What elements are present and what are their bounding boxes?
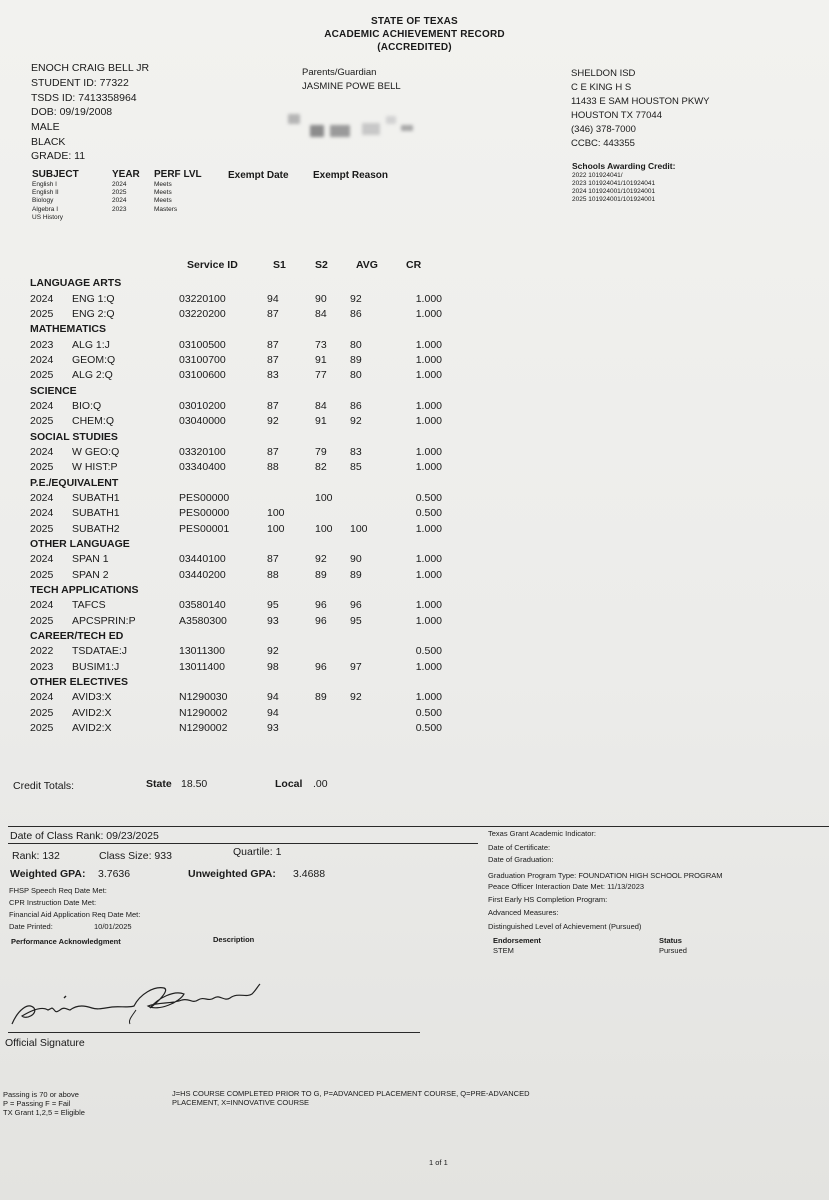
subject-section-title: OTHER LANGUAGE <box>30 538 130 551</box>
test-year <box>112 214 154 222</box>
subject-section-row <box>22 629 442 644</box>
class-rank: Rank: 132 <box>12 850 60 862</box>
course-year: 2024 <box>30 399 54 412</box>
schools-awarding-label: Schools Awarding Credit: <box>572 161 676 171</box>
test-subject: US History <box>32 213 64 221</box>
cpr-date: CPR Instruction Date Met: <box>9 898 97 907</box>
test-year: 2024 <box>112 197 127 205</box>
peace-officer-date: Peace Officer Interaction Date Met: 11/13/2023 <box>488 882 645 891</box>
average-grade <box>350 644 406 659</box>
semester-2-grade: 84 <box>315 399 327 412</box>
semester-1-grade: 88 <box>267 568 279 581</box>
course-year: 2024 <box>30 553 54 566</box>
course-year: 2024 <box>30 353 54 366</box>
redacted-block <box>288 114 300 124</box>
average-grade <box>350 706 406 721</box>
credit-value: 1.000 <box>415 353 442 366</box>
grade-level: GRADE: 11 <box>31 150 86 162</box>
redacted-block <box>362 123 380 135</box>
subject-section-title: SOCIAL STUDIES <box>30 430 118 443</box>
course-row <box>22 598 442 613</box>
awarding-line: 2025 101924001/101924001 <box>572 196 656 203</box>
weighted-gpa-label: Weighted GPA: <box>10 868 86 880</box>
local-credit-label: Local <box>275 778 303 790</box>
semester-2-grade <box>315 506 350 521</box>
subject-section-row <box>22 675 442 690</box>
subject-section-title: TECH APPLICATIONS <box>30 584 139 597</box>
service-id-header: Service ID <box>187 259 238 271</box>
test-subject-header: SUBJECT <box>32 169 79 180</box>
state-credit-label: State <box>146 778 172 790</box>
dob: DOB: 09/19/2008 <box>31 106 113 118</box>
credit-value: 0.500 <box>415 645 442 658</box>
credit-value: 1.000 <box>415 399 442 412</box>
semester-1-grade <box>267 491 315 506</box>
average-grade: 85 <box>350 461 362 474</box>
course-row <box>22 522 442 537</box>
grades-header-row <box>22 258 442 276</box>
awarding-line: 2022 101924041/ <box>572 172 623 179</box>
credit-value: 1.000 <box>415 660 442 673</box>
course-name: BIO:Q <box>72 399 102 412</box>
redacted-block <box>401 125 413 131</box>
s1-header: S1 <box>273 259 286 271</box>
school-ccbc: CCBC: 443355 <box>571 138 635 149</box>
class-rank-date: Date of Class Rank: 09/23/2025 <box>10 830 159 842</box>
average-grade: 80 <box>350 338 362 351</box>
school-phone: (346) 378-7000 <box>571 124 636 135</box>
credit-value: 1.000 <box>415 445 442 458</box>
credit-value: 1.000 <box>415 691 442 704</box>
course-year: 2025 <box>30 307 54 320</box>
semester-1-grade: 94 <box>267 706 279 719</box>
date-printed-label: Date Printed: <box>9 922 53 931</box>
service-id: 03440100 <box>179 553 226 566</box>
course-row <box>22 307 442 322</box>
school-district: SHELDON ISD <box>571 68 636 79</box>
course-year: 2023 <box>30 660 54 673</box>
awarding-line: 2023 101924041/101924041 <box>572 180 656 187</box>
course-row <box>22 506 442 521</box>
course-row <box>22 614 442 629</box>
course-year: 2025 <box>30 706 54 719</box>
semester-2-grade: 91 <box>315 415 327 428</box>
unweighted-gpa-value: 3.4688 <box>293 868 326 880</box>
subject-section-row <box>22 475 442 490</box>
semester-2-grade: 91 <box>315 353 327 366</box>
test-perf: Meets <box>154 181 172 189</box>
subject-section-title: CAREER/TECH ED <box>30 630 124 643</box>
average-grade: 97 <box>350 660 362 673</box>
course-name: TAFCS <box>72 599 106 612</box>
school-street: 11433 E SAM HOUSTON PKWY <box>571 96 710 107</box>
subject-section-row <box>22 429 442 444</box>
service-id: 03100600 <box>179 369 226 382</box>
subject-section-title: SCIENCE <box>30 384 77 397</box>
graduation-date: Date of Graduation: <box>488 855 554 864</box>
course-name: GEOM:Q <box>72 353 116 366</box>
avg-header: AVG <box>356 259 378 271</box>
credit-value: 1.000 <box>415 614 442 627</box>
section-divider <box>8 826 829 827</box>
guardian-label: Parents/Guardian <box>302 67 377 78</box>
sex: MALE <box>31 121 60 133</box>
test-subject: Biology <box>32 197 54 205</box>
course-name: W GEO:Q <box>72 445 120 458</box>
semester-1-grade: 95 <box>267 599 279 612</box>
semester-2-grade: 96 <box>315 599 327 612</box>
semester-2-grade <box>315 644 350 659</box>
course-row <box>22 690 442 705</box>
service-id: 03340400 <box>179 461 226 474</box>
cr-header: CR <box>406 259 422 271</box>
subject-section-title: MATHEMATICS <box>30 323 107 336</box>
subject-section-row <box>22 583 442 598</box>
class-size: Class Size: 933 <box>99 850 172 862</box>
average-grade: 90 <box>350 553 362 566</box>
course-row <box>22 568 442 583</box>
semester-1-grade: 98 <box>267 660 279 673</box>
credit-value: 1.000 <box>415 338 442 351</box>
semester-1-grade: 92 <box>267 415 279 428</box>
course-name: CHEM:Q <box>72 415 114 428</box>
course-year: 2023 <box>30 338 54 351</box>
course-year: 2024 <box>30 599 54 612</box>
subject-section-title: OTHER ELECTIVES <box>30 676 129 689</box>
subject-section-row <box>22 537 442 552</box>
quartile: Quartile: 1 <box>233 846 282 858</box>
course-year: 2024 <box>30 691 54 704</box>
test-perf: Meets <box>154 197 172 205</box>
course-row <box>22 660 442 675</box>
average-grade: 92 <box>350 415 362 428</box>
test-perf: Meets <box>154 189 172 197</box>
test-row <box>32 214 177 222</box>
early-hs-completion: First Early HS Completion Program: <box>488 895 608 904</box>
course-name: AVID3:X <box>72 691 112 704</box>
service-id: N1290002 <box>179 722 228 735</box>
semester-2-grade: 100 <box>315 522 333 535</box>
course-name: SUBATH1 <box>72 507 120 520</box>
awarding-line: 2024 101924001/101924001 <box>572 188 656 195</box>
course-name: W HIST:P <box>72 461 118 474</box>
course-name: TSDATAE:J <box>72 645 128 658</box>
semester-1-grade: 94 <box>267 292 279 305</box>
student-name: ENOCH CRAIG BELL JR <box>31 62 150 74</box>
course-year: 2024 <box>30 292 54 305</box>
credit-value: 0.500 <box>415 491 442 504</box>
graduation-program: Graduation Program Type: FOUNDATION HIGH SCHOOL PROGRAM <box>488 871 723 880</box>
grades-table <box>22 258 442 736</box>
semester-1-grade: 93 <box>267 614 279 627</box>
course-name: ALG 2:Q <box>72 369 113 382</box>
fhsp-date: FHSP Speech Req Date Met: <box>9 886 107 895</box>
service-id: N1290030 <box>179 691 228 704</box>
tx-grant-indicator: Texas Grant Academic Indicator: <box>488 829 596 838</box>
course-row <box>22 721 442 736</box>
course-row <box>22 291 442 306</box>
state-heading: STATE OF TEXAS <box>371 16 458 27</box>
average-grade: 96 <box>350 599 362 612</box>
semester-2-grade: 96 <box>315 660 327 673</box>
endorsement-value: STEM <box>493 946 514 955</box>
weighted-gpa-value: 3.7636 <box>98 868 131 880</box>
section-divider <box>8 843 478 844</box>
course-row <box>22 552 442 567</box>
semester-1-grade: 87 <box>267 553 279 566</box>
semester-1-grade: 87 <box>267 399 279 412</box>
credit-value: 1.000 <box>415 307 442 320</box>
credit-value: 0.500 <box>415 706 442 719</box>
average-grade: 100 <box>350 522 368 535</box>
test-year-header: YEAR <box>112 169 140 180</box>
certificate-date: Date of Certificate: <box>488 843 551 852</box>
test-row <box>32 197 177 205</box>
average-grade <box>350 491 406 506</box>
semester-1-grade: 83 <box>267 369 279 382</box>
test-results-table <box>32 181 177 222</box>
test-exempt-date-header: Exempt Date <box>228 170 289 181</box>
semester-2-grade: 100 <box>315 491 333 504</box>
average-grade: 83 <box>350 445 362 458</box>
legend-course-codes: J=HS COURSE COMPLETED PRIOR TO G, P=ADVANCED PLACEMENT COURSE, Q=PRE-ADVANCED <box>172 1089 530 1098</box>
credit-value: 1.000 <box>415 553 442 566</box>
endorsement-label: Endorsement <box>493 936 541 945</box>
average-grade: 86 <box>350 307 362 320</box>
average-grade <box>350 721 406 736</box>
legend-pass-fail: P = Passing F = Fail <box>3 1099 71 1108</box>
course-row <box>22 644 442 659</box>
test-year: 2025 <box>112 189 127 197</box>
service-id: 03040000 <box>179 415 226 428</box>
average-grade <box>350 506 406 521</box>
school-name: C E KING H S <box>571 82 632 93</box>
redacted-block <box>386 116 396 124</box>
course-year: 2025 <box>30 568 54 581</box>
service-id: N1290002 <box>179 706 228 719</box>
average-grade: 89 <box>350 568 362 581</box>
course-year: 2025 <box>30 369 54 382</box>
course-row <box>22 399 442 414</box>
status-label: Status <box>659 936 682 945</box>
course-name: APCSPRIN:P <box>72 614 136 627</box>
legend-passing: Passing is 70 or above <box>3 1090 79 1099</box>
course-name: ENG 1:Q <box>72 292 115 305</box>
average-grade: 86 <box>350 399 362 412</box>
official-signature-label: Official Signature <box>5 1037 85 1049</box>
test-row <box>32 189 177 197</box>
test-perf-header: PERF LVL <box>154 169 202 180</box>
course-row <box>22 706 442 721</box>
semester-1-grade: 93 <box>267 722 279 735</box>
test-subject: Algebra I <box>32 205 59 213</box>
semester-2-grade: 90 <box>315 292 327 305</box>
course-name: AVID2:X <box>72 706 112 719</box>
test-perf: Masters <box>154 205 178 213</box>
semester-2-grade: 89 <box>315 691 327 704</box>
course-name: SUBATH2 <box>72 522 120 535</box>
course-year: 2024 <box>30 445 54 458</box>
course-row <box>22 491 442 506</box>
course-row <box>22 414 442 429</box>
credit-value: 1.000 <box>415 461 442 474</box>
course-name: SPAN 2 <box>72 568 109 581</box>
credit-value: 1.000 <box>415 415 442 428</box>
course-row <box>22 368 442 383</box>
course-year: 2025 <box>30 614 54 627</box>
service-id: 03440200 <box>179 568 226 581</box>
service-id: 03220100 <box>179 292 226 305</box>
test-exempt-reason-header: Exempt Reason <box>313 170 389 181</box>
semester-1-grade: 87 <box>267 353 279 366</box>
credit-value: 1.000 <box>415 599 442 612</box>
course-name: ALG 1:J <box>72 338 110 351</box>
credit-value: 1.000 <box>415 292 442 305</box>
semester-1-grade: 87 <box>267 445 279 458</box>
official-signature-image <box>8 980 270 1030</box>
semester-2-grade: 82 <box>315 461 327 474</box>
course-name: ENG 2:Q <box>72 307 115 320</box>
service-id: 03320100 <box>179 445 226 458</box>
unweighted-gpa-label: Unweighted GPA: <box>188 868 276 880</box>
semester-2-grade: 79 <box>315 445 327 458</box>
service-id: 13011400 <box>179 660 225 673</box>
course-row <box>22 460 442 475</box>
course-name: AVID2:X <box>72 722 112 735</box>
subject-section-row <box>22 322 442 337</box>
test-year: 2024 <box>112 181 127 189</box>
credit-totals-label: Credit Totals: <box>13 780 75 792</box>
semester-1-grade: 87 <box>267 338 279 351</box>
subject-section-row <box>22 383 442 398</box>
course-name: SPAN 1 <box>72 553 109 566</box>
semester-1-grade: 100 <box>267 522 285 535</box>
semester-2-grade: 77 <box>315 369 327 382</box>
course-year: 2022 <box>30 645 54 658</box>
ethnicity: BLACK <box>31 136 66 148</box>
accredited-label: (ACCREDITED) <box>377 42 452 53</box>
record-title: ACADEMIC ACHIEVEMENT RECORD <box>324 29 505 40</box>
semester-2-grade: 84 <box>315 307 327 320</box>
service-id: 03100700 <box>179 353 226 366</box>
average-grade: 80 <box>350 369 362 382</box>
advanced-measures: Advanced Measures: <box>488 908 559 917</box>
status-value: Pursued <box>659 946 687 955</box>
credit-value: 0.500 <box>415 507 442 520</box>
service-id: 03010200 <box>179 399 226 412</box>
course-year: 2024 <box>30 491 54 504</box>
legend-course-codes-cont: PLACEMENT, X=INNOVATIVE COURSE <box>172 1098 310 1107</box>
course-year: 2025 <box>30 522 54 535</box>
average-grade: 95 <box>350 614 362 627</box>
service-id: 03580140 <box>179 599 226 612</box>
s2-header: S2 <box>315 259 328 271</box>
service-id: PES00000 <box>179 507 230 520</box>
subject-section-title: LANGUAGE ARTS <box>30 277 122 290</box>
test-year: 2023 <box>112 205 127 213</box>
semester-2-grade: 96 <box>315 614 327 627</box>
service-id: 13011300 <box>179 645 225 658</box>
credit-value: 0.500 <box>415 722 442 735</box>
test-row <box>32 206 177 214</box>
course-year: 2025 <box>30 461 54 474</box>
semester-2-grade <box>315 706 350 721</box>
average-grade: 92 <box>350 691 362 704</box>
date-printed-value: 10/01/2025 <box>94 922 132 931</box>
student-id: STUDENT ID: 77322 <box>31 77 129 89</box>
financial-aid-date: Financial Aid Application Req Date Met: <box>9 910 141 919</box>
guardian-name: JASMINE POWE BELL <box>302 81 401 92</box>
semester-2-grade: 89 <box>315 568 327 581</box>
semester-1-grade: 92 <box>267 645 279 658</box>
school-city: HOUSTON TX 77044 <box>571 110 662 121</box>
semester-1-grade: 87 <box>267 307 279 320</box>
test-row <box>32 181 177 189</box>
test-perf <box>154 214 177 222</box>
credit-value: 1.000 <box>415 568 442 581</box>
course-row <box>22 445 442 460</box>
distinguished-level: Distinguished Level of Achievement (Pursued) <box>488 922 642 931</box>
average-grade: 92 <box>350 292 362 305</box>
service-id: A3580300 <box>179 614 227 627</box>
course-name: BUSIM1:J <box>72 660 120 673</box>
redacted-block <box>310 125 324 137</box>
average-grade: 89 <box>350 353 362 366</box>
semester-2-grade: 92 <box>315 553 327 566</box>
course-year: 2024 <box>30 507 54 520</box>
service-id: PES00001 <box>179 522 230 535</box>
test-subject: English I <box>32 181 57 189</box>
credit-value: 1.000 <box>415 369 442 382</box>
performance-acknowledgment: Performance Acknowledgment <box>11 937 121 946</box>
state-credit-value: 18.50 <box>181 778 208 790</box>
service-id: PES00000 <box>179 491 230 504</box>
tsds-id: TSDS ID: 7413358964 <box>31 92 137 104</box>
semester-2-grade: 73 <box>315 338 327 351</box>
page-number: 1 of 1 <box>429 1158 448 1167</box>
semester-1-grade: 100 <box>267 507 285 520</box>
course-year: 2025 <box>30 722 54 735</box>
course-row <box>22 337 442 352</box>
semester-2-grade <box>315 721 350 736</box>
legend-tx-grant: TX Grant 1,2,5 = Eligible <box>3 1108 85 1117</box>
course-row <box>22 353 442 368</box>
signature-line <box>8 1032 420 1033</box>
semester-1-grade: 88 <box>267 461 279 474</box>
service-id: 03220200 <box>179 307 226 320</box>
redacted-block <box>330 125 350 137</box>
test-subject: English II <box>32 189 59 197</box>
course-name: SUBATH1 <box>72 491 120 504</box>
service-id: 03100500 <box>179 338 226 351</box>
credit-value: 1.000 <box>415 522 442 535</box>
description-label: Description <box>213 935 255 944</box>
course-year: 2025 <box>30 415 54 428</box>
subject-section-title: P.E./EQUIVALENT <box>30 476 119 489</box>
local-credit-value: .00 <box>313 778 328 790</box>
semester-1-grade: 94 <box>267 691 279 704</box>
grades-body <box>22 276 442 736</box>
subject-section-row <box>22 276 442 291</box>
